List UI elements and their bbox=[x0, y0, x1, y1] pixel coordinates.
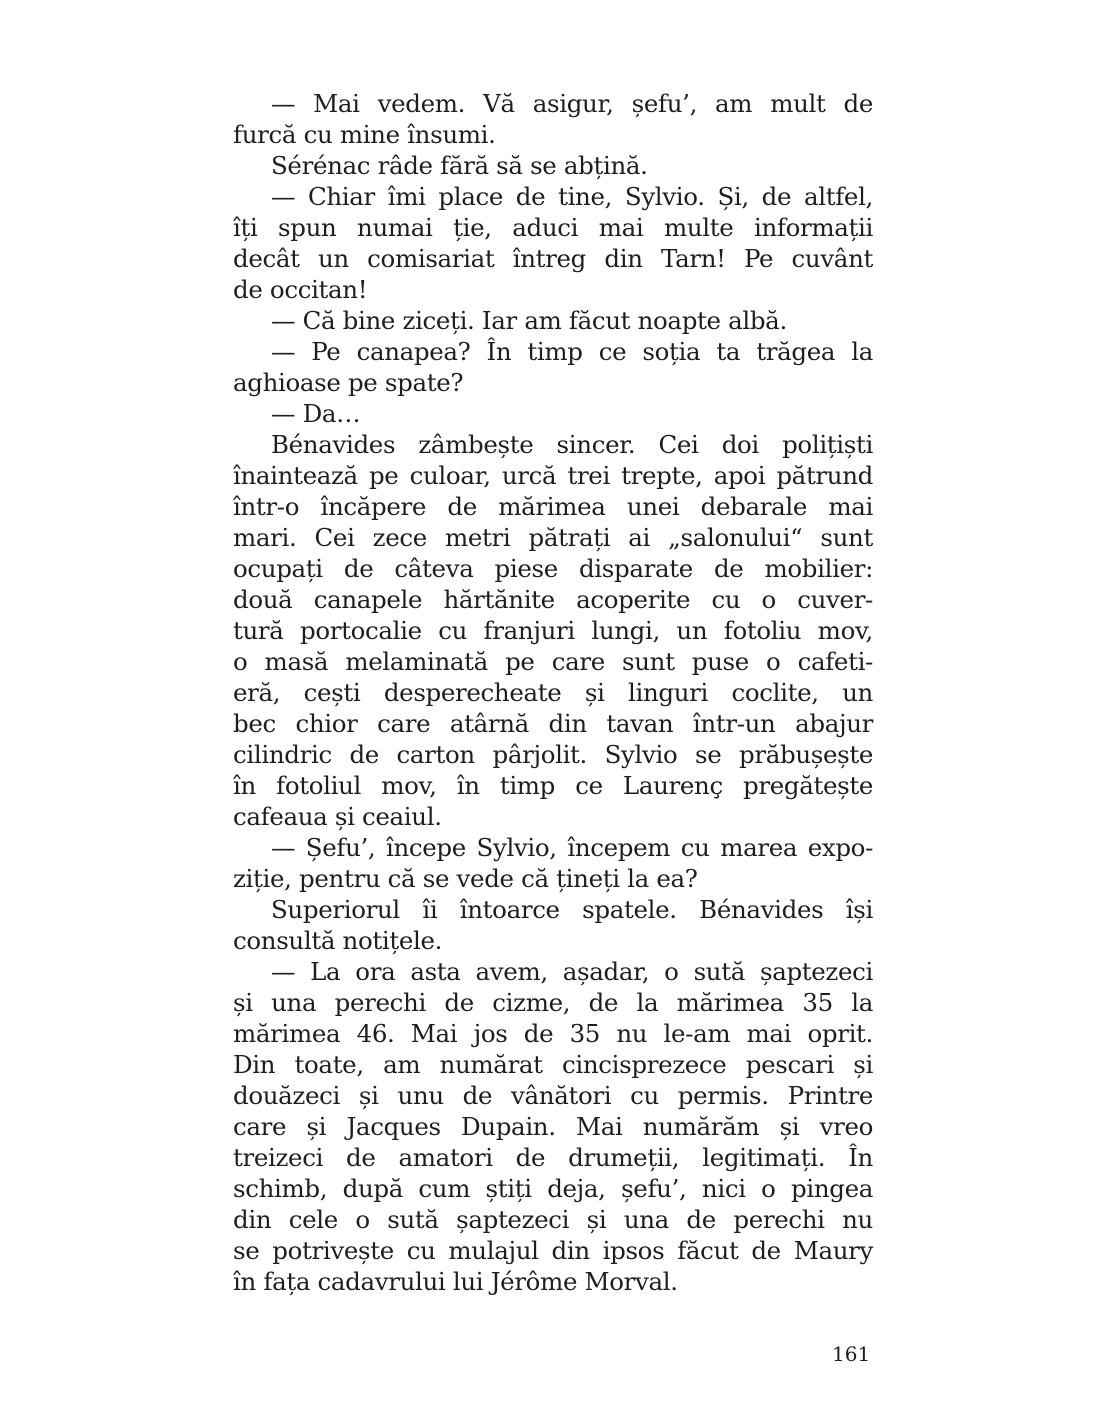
text-line: îți spun numai ție, aduci mai multe informații bbox=[233, 213, 873, 242]
text-line: — Da… bbox=[271, 399, 361, 428]
text-line: înaintează pe culoar, urcă trei trepte, apoi pătrund bbox=[233, 461, 873, 490]
text-line: cafeaua și ceaiul. bbox=[233, 802, 442, 831]
text-line: Sérénac râde fără să se abțină. bbox=[271, 151, 648, 180]
paragraph bbox=[233, 429, 873, 832]
paragraph bbox=[233, 181, 873, 305]
text-line: ocupați de câteva piese disparate de mobilier: bbox=[233, 554, 873, 583]
text-line: tură portocalie cu franjuri lungi, un fotoliu mov, bbox=[233, 616, 873, 645]
paragraph bbox=[233, 305, 873, 336]
text-line: mărimea 46. Mai jos de 35 nu le-am mai oprit. bbox=[233, 1019, 873, 1048]
text-line: furcă cu mine însumi. bbox=[233, 120, 496, 149]
text-line: — La ora asta avem, așadar, o sută șaptezeci bbox=[271, 957, 873, 986]
text-line: Superiorul îi întoarce spatele. Bénavides își bbox=[271, 895, 873, 924]
paragraph bbox=[233, 150, 873, 181]
text-line: se potrivește cu mulajul din ipsos făcut de Maury bbox=[233, 1236, 873, 1265]
text-line: schimb, după cum știți deja, șefu’, nici o pingea bbox=[233, 1174, 873, 1203]
paragraph bbox=[233, 398, 873, 429]
text-line: — Mai vedem. Vă asigur, șefu’, am mult de bbox=[271, 89, 873, 118]
text-line: de occitan! bbox=[233, 275, 368, 304]
text-line: douăzeci și unu de vânători cu permis. Printre bbox=[233, 1081, 873, 1110]
text-line: două canapele hărtănite acoperite cu o cuver- bbox=[233, 585, 873, 614]
text-line: și una perechi de cizme, de la mărimea 35 la bbox=[233, 988, 873, 1017]
text-line: consultă notițele. bbox=[233, 926, 443, 955]
text-line: într-o încăpere de mărimea unei debarale mai bbox=[233, 492, 873, 521]
text-line: Bénavides zâmbește sincer. Cei doi polițiști bbox=[271, 430, 873, 459]
paragraph bbox=[233, 832, 873, 894]
text-line: — Pe canapea? În timp ce soția ta trăgea la bbox=[271, 337, 873, 366]
text-line: mari. Cei zece metri pătrați ai „salonului“ sunt bbox=[233, 523, 873, 552]
text-line: din cele o sută șaptezeci și una de perechi nu bbox=[233, 1205, 873, 1234]
text-line: decât un comisariat întreg din Tarn! Pe cuvânt bbox=[233, 244, 873, 273]
text-line: care și Jacques Dupain. Mai numărăm și vreo bbox=[233, 1112, 873, 1141]
text-line: ziție, pentru că se vede că țineți la ea? bbox=[233, 864, 698, 893]
text-line: aghioase pe spate? bbox=[233, 368, 464, 397]
text-line: cilindric de carton pârjolit. Sylvio se prăbușește bbox=[233, 740, 873, 769]
body-text bbox=[233, 88, 873, 1297]
paragraph bbox=[233, 336, 873, 398]
text-line: în fața cadavrului lui Jérôme Morval. bbox=[233, 1267, 678, 1296]
paragraph bbox=[233, 88, 873, 150]
text-line: o masă melaminată pe care sunt puse o cafeti- bbox=[233, 647, 873, 676]
text-line: — Că bine ziceți. Iar am făcut noapte albă. bbox=[271, 306, 787, 335]
text-line: — Chiar îmi place de tine, Sylvio. Și, de altfel, bbox=[271, 182, 873, 211]
text-line: bec chior care atârnă din tavan într-un abajur bbox=[233, 709, 873, 738]
paragraph bbox=[233, 956, 873, 1297]
text-line: treizeci de amatori de drumeții, legitimați. În bbox=[233, 1143, 873, 1172]
text-line: — Șefu’, începe Sylvio, începem cu marea expo- bbox=[271, 833, 873, 862]
paragraph bbox=[233, 894, 873, 956]
text-line: în fotoliul mov, în timp ce Laurenç pregătește bbox=[233, 771, 873, 800]
page-number: 161 bbox=[832, 1342, 871, 1366]
text-line: eră, cești desperecheate și linguri coclite, un bbox=[233, 678, 873, 707]
text-line: Din toate, am numărat cincisprezece pescari și bbox=[233, 1050, 873, 1079]
